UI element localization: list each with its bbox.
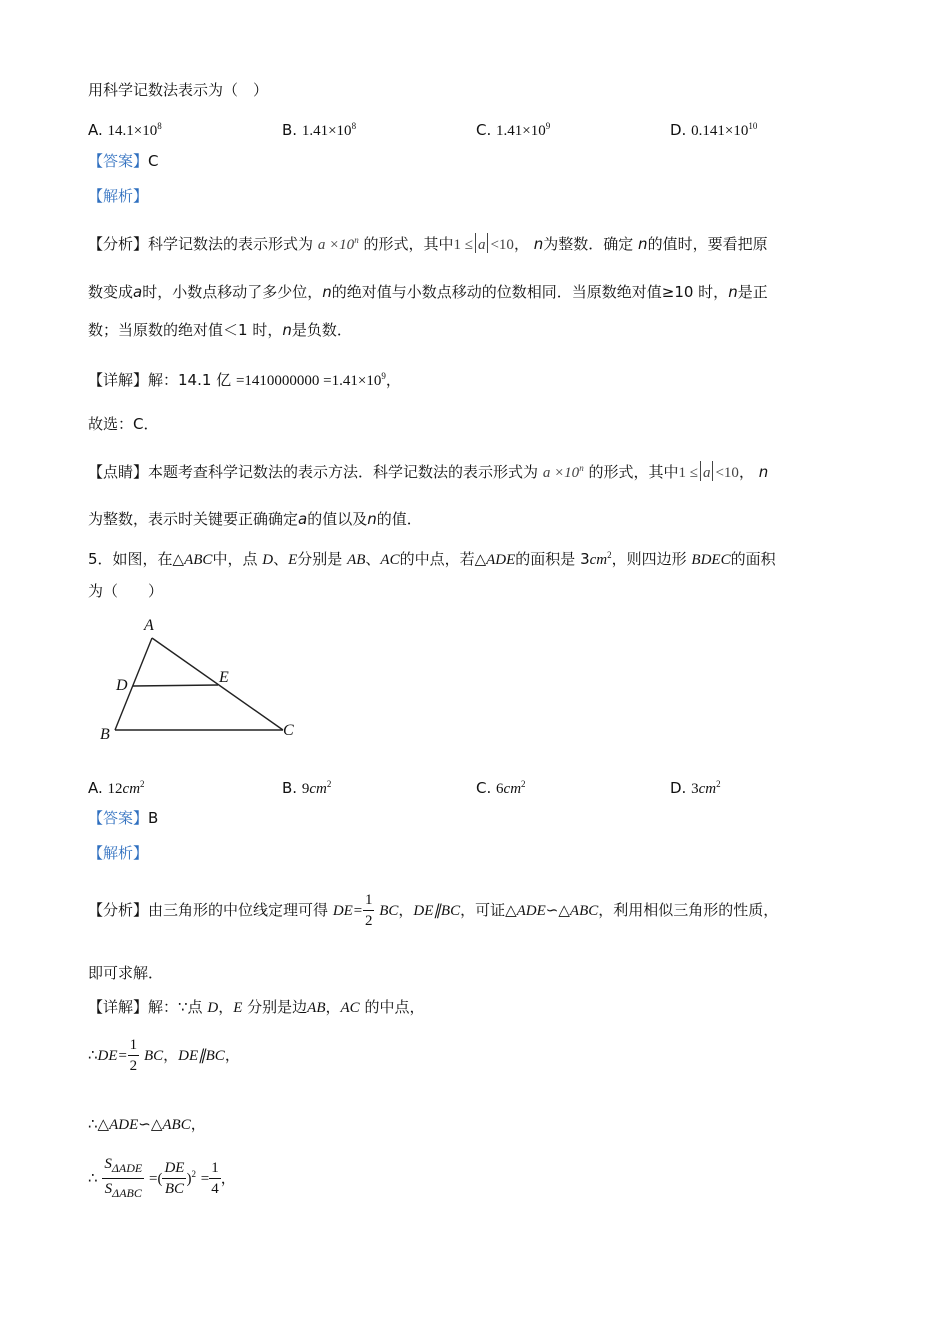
q5-analysis-tag: 【解析】 [88, 844, 149, 862]
q4-option-d: D. $0.141\times 10^{10}$ [670, 121, 758, 139]
q4-choose: 故选：C． [88, 415, 159, 433]
q4-analysis-tag: 【解析】 [88, 187, 149, 205]
label-d: D [116, 677, 128, 694]
q5-therefore-sim: ∴△ADE∽△ABC， [88, 1115, 206, 1133]
q5-stem-line1: 5．如图，在△ABC中，点 D、E分别是 AB、AC的中点，若△ADE的面积是 $3cm^2$，则四边形 BDEC的面积 [88, 550, 776, 568]
q4-dianjing-line1: 【点睛】本题考查科学记数法的表示方法．科学记数法的表示形式为 $a \times 10^n$ 的形式，其中1 ≤ a <10， n [88, 463, 769, 481]
side-ac [152, 638, 283, 730]
q5-therefore-de: ∴DE= $\frac{1}{2}$ BC，DE∥BC， [88, 1037, 240, 1074]
label-e: E [219, 669, 229, 686]
fraction-quarter: $\frac{1}{4}$ [211, 1160, 219, 1197]
label-b: B [100, 726, 110, 743]
q4-answer: 【答案】C [88, 152, 159, 170]
q4-fenxi-line2: 数变成a时，小数点移动了多少位，n的绝对值与小数点移动的位数相同．当原数绝对值≥10 时，n是正 [88, 283, 768, 301]
q5-option-c: C. $6cm^2$ [476, 779, 526, 797]
label-c: C [283, 722, 294, 739]
q5-option-b: B. $9cm^2$ [282, 779, 332, 797]
q4-detail: 【详解】解：14.1 亿 $=1410000000 =1.41\times 10^9$， [88, 371, 401, 389]
q4-stem-tail: 用科学记数法表示为（ ） [88, 81, 269, 99]
fraction-half: $\frac{1}{2}$ [364, 892, 373, 929]
fraction-area-ratio: $\frac{S_{\Delta ADE}}{S_{\Delta ABC}}$ [104, 1156, 143, 1200]
q4-fenxi-line3: 数；当原数的绝对值＜1 时，n是负数． [88, 321, 352, 339]
q4-option-c: C. $1.41\times 10^9$ [476, 121, 551, 139]
triangle-figure [95, 612, 305, 747]
q5-option-d: D. $3cm^2$ [670, 779, 721, 797]
fraction-half-2: $\frac{1}{2}$ [129, 1037, 138, 1074]
answer-tag: 【答案】 [88, 809, 149, 827]
q5-answer: 【答案】B [88, 809, 159, 827]
q5-option-a: A. $12cm^2$ [88, 779, 145, 797]
q4-fenxi-line1: 【分析】科学记数法的表示形式为 $a \times 10^n$ 的形式，其中1 ≤ a <10， n为整数．确定 n的值时，要看把原 [88, 235, 768, 253]
fraction-de-bc: $\frac{DE}{BC}$ [164, 1160, 185, 1197]
label-a: A [144, 617, 154, 634]
q5-detail: 【详解】解：∵点 D，E 分别是边AB，AC 的中点， [88, 998, 425, 1016]
q5-fenxi-line1: 【分析】由三角形的中位线定理可得 DE= $\frac{1}{2}$ BC，DE∥BC，可证△ADE∽△ABC，利用相似三角形的性质， [88, 892, 779, 929]
q5-stem-line2: 为（ ） [88, 582, 164, 600]
q4-option-a: A. $14.1\times 10^8$ [88, 121, 162, 139]
q5-area-ratio: ∴ $\frac{S_{\Delta ADE}}{S_{\Delta ABC}}$ =( $\frac{DE}{BC}$ )$^2$ = $\frac{1}{4}$ ， [88, 1148, 236, 1205]
q4-option-b: B. $1.41\times 10^8$ [282, 121, 357, 139]
q5-fenxi-line2: 即可求解． [88, 964, 164, 982]
answer-tag: 【答案】 [88, 152, 149, 170]
q4-dianjing-line2: 为整数，表示时关键要正确确定a的值以及n的值． [88, 510, 422, 528]
segment-de [133, 685, 218, 686]
